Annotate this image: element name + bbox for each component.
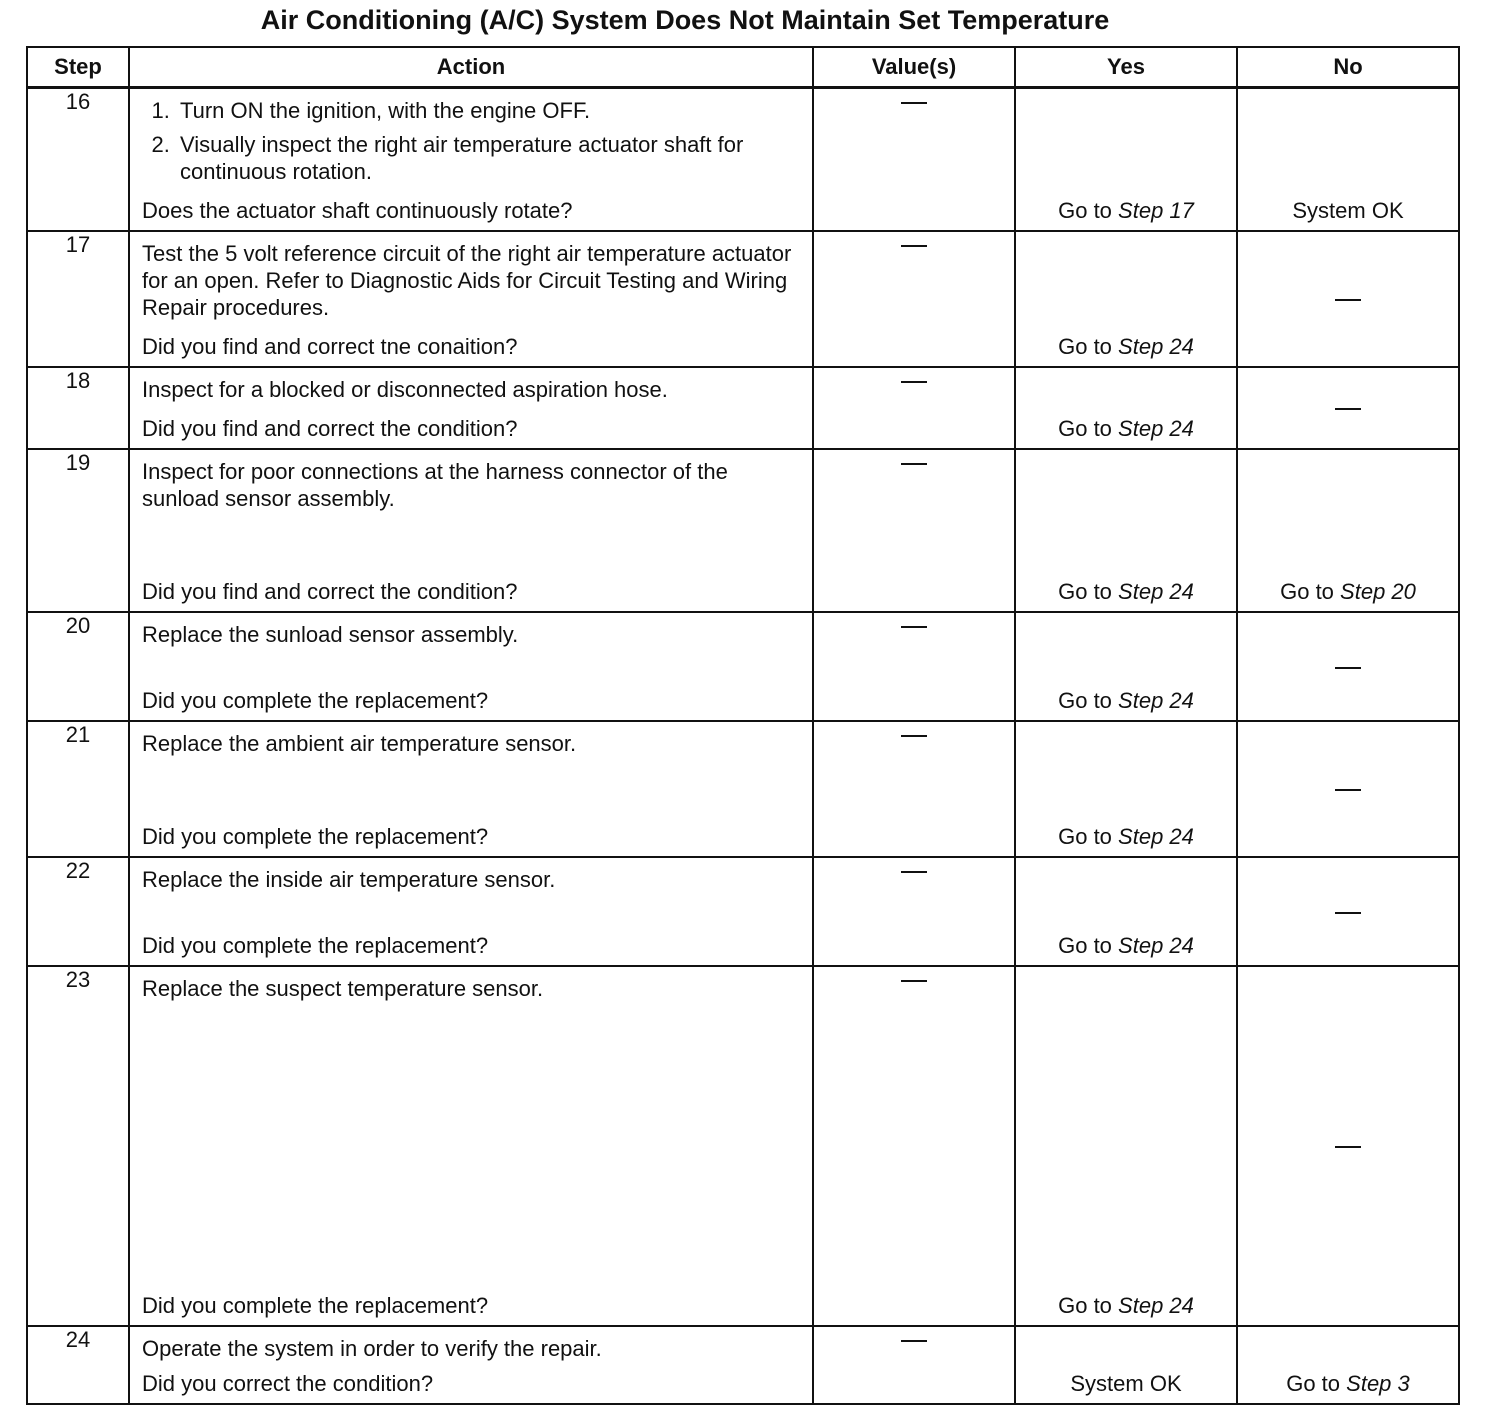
action-steps-list (142, 97, 802, 185)
step-number: 16 (27, 88, 129, 232)
dash-mark (1335, 408, 1361, 410)
yes-cell-link[interactable] (1016, 415, 1236, 442)
action-question: Did you complete the replacement? (142, 933, 489, 958)
goto-prefix: Go to (1058, 579, 1112, 604)
goto-target: Step 24 (1118, 334, 1194, 359)
goto-target: Step 17 (1118, 198, 1194, 223)
action-cell (129, 88, 813, 232)
goto-prefix: Go to (1058, 1293, 1112, 1318)
dash-mark (1335, 1146, 1361, 1148)
no-cell-link[interactable] (1238, 1370, 1458, 1397)
goto-prefix: Go to (1058, 198, 1112, 223)
value-cell (813, 966, 1015, 1326)
action-step-item: 2. Visually inspect the right air temperature actuator shaft for continuous rotation. (176, 131, 802, 185)
goto-prefix: Go to (1280, 579, 1334, 604)
dash-mark (901, 245, 927, 247)
no-cell (1237, 449, 1459, 612)
table-row (27, 231, 1459, 367)
yes-cell-link[interactable] (1016, 823, 1236, 850)
step-number: 17 (27, 231, 129, 367)
yes-cell (1015, 1326, 1237, 1404)
value-cell (813, 612, 1015, 721)
value-cell (813, 857, 1015, 966)
action-text: Replace the sunload sensor assembly. (142, 622, 519, 647)
no-cell-link[interactable] (1238, 578, 1458, 605)
action-question: Did you correct the condition? (142, 1371, 434, 1396)
result-text: System OK (1292, 198, 1404, 223)
action-text: Inspect for poor connections at the harness connector of the sunload sensor assembly. (142, 459, 728, 511)
no-cell-link[interactable] (1238, 197, 1458, 224)
no-cell (1237, 966, 1459, 1326)
header-action: Action (129, 47, 813, 88)
step-number: 24 (27, 1326, 129, 1404)
no-cell (1237, 88, 1459, 232)
header-step: Step (27, 47, 129, 88)
action-instructions (130, 858, 812, 893)
action-question: Did you complete the replacement? (142, 688, 489, 713)
action-question: Does the actuator shaft continuously rotate? (142, 198, 573, 223)
action-text: Replace the suspect temperature sensor. (142, 976, 544, 1001)
action-instructions (130, 722, 812, 757)
goto-prefix: Go to (1058, 334, 1112, 359)
yes-cell (1015, 612, 1237, 721)
action-cell (129, 1326, 813, 1404)
step-number: 20 (27, 612, 129, 721)
action-instructions (130, 613, 812, 648)
table-header-row (27, 47, 1459, 88)
table-row (27, 721, 1459, 857)
dash-mark (901, 871, 927, 873)
action-instructions (130, 450, 812, 512)
action-text: Replace the inside air temperature sensor. (142, 867, 556, 892)
goto-target: Step 24 (1118, 579, 1194, 604)
action-question: Did you find and correct the condition? (142, 416, 518, 441)
no-cell (1237, 231, 1459, 367)
action-instructions (130, 232, 812, 321)
action-text: Inspect for a blocked or disconnected aspiration hose. (142, 377, 668, 402)
goto-prefix: Go to (1058, 824, 1112, 849)
value-cell (813, 231, 1015, 367)
yes-cell-link[interactable] (1016, 1292, 1236, 1319)
goto-prefix: Go to (1286, 1371, 1341, 1396)
no-cell (1237, 612, 1459, 721)
table-row (27, 612, 1459, 721)
dash-mark (901, 735, 927, 737)
dash-mark (1335, 789, 1361, 791)
table-row (27, 88, 1459, 232)
goto-target: Step 24 (1118, 416, 1194, 441)
goto-prefix: Go to (1058, 688, 1112, 713)
table-row (27, 966, 1459, 1326)
yes-cell (1015, 857, 1237, 966)
table-row (27, 367, 1459, 449)
header-value: Value(s) (813, 47, 1015, 88)
goto-prefix: Go to (1058, 416, 1112, 441)
yes-cell (1015, 88, 1237, 232)
goto-target: Step 20 (1340, 579, 1416, 604)
table-row (27, 449, 1459, 612)
dash-mark (1335, 667, 1361, 669)
value-cell (813, 1326, 1015, 1404)
action-instructions (130, 1327, 812, 1362)
table-row (27, 857, 1459, 966)
action-instructions (130, 89, 812, 185)
action-text: Replace the ambient air temperature sensor. (142, 731, 577, 756)
goto-target: Step 24 (1118, 933, 1194, 958)
yes-cell-link[interactable] (1016, 932, 1236, 959)
step-number: 23 (27, 966, 129, 1326)
yes-cell (1015, 966, 1237, 1326)
action-question: Did you complete the replacement? (142, 824, 489, 849)
action-cell (129, 721, 813, 857)
step-number: 21 (27, 721, 129, 857)
result-text: System OK (1070, 1371, 1182, 1396)
action-cell (129, 966, 813, 1326)
action-cell (129, 367, 813, 449)
header-no: No (1237, 47, 1459, 88)
dash-mark (901, 463, 927, 465)
goto-target: Step 24 (1118, 1293, 1194, 1318)
yes-cell-link[interactable] (1016, 197, 1236, 224)
yes-cell-link[interactable] (1016, 687, 1236, 714)
value-cell (813, 449, 1015, 612)
yes-cell-link[interactable] (1016, 578, 1236, 605)
yes-cell (1015, 231, 1237, 367)
action-question: Did you complete the replacement? (142, 1293, 489, 1318)
table-body (27, 88, 1459, 1405)
action-cell (129, 231, 813, 367)
yes-cell-link[interactable] (1016, 1370, 1236, 1397)
dash-mark (1335, 912, 1361, 914)
dash-mark (1335, 299, 1361, 301)
yes-cell-link[interactable] (1016, 333, 1236, 360)
goto-target: Step 24 (1118, 688, 1194, 713)
value-cell (813, 721, 1015, 857)
action-cell (129, 449, 813, 612)
action-instructions (130, 368, 812, 403)
diagnostic-table (26, 46, 1460, 1405)
dash-mark (901, 626, 927, 628)
action-question: Did you find and correct tne conaition? (142, 334, 518, 359)
action-cell (129, 612, 813, 721)
action-cell (129, 857, 813, 966)
yes-cell (1015, 721, 1237, 857)
no-cell (1237, 1326, 1459, 1404)
action-text: Operate the system in order to verify the repair. (142, 1336, 602, 1361)
yes-cell (1015, 449, 1237, 612)
table-row (27, 1326, 1459, 1404)
step-number: 18 (27, 367, 129, 449)
action-step-item: 1. Turn ON the ignition, with the engine OFF. (176, 97, 802, 124)
dash-mark (901, 1340, 927, 1342)
dash-mark (901, 102, 927, 104)
step-number: 19 (27, 449, 129, 612)
value-cell (813, 88, 1015, 232)
step-number: 22 (27, 857, 129, 966)
action-text: Test the 5 volt reference circuit of the right air temperature actuator for an open. Refer to Diagnostic Aids for Circuit Testing and Wiring Repair procedures. (142, 241, 792, 320)
goto-target: Step 3 (1346, 1371, 1410, 1396)
dash-mark (901, 381, 927, 383)
no-cell (1237, 857, 1459, 966)
page-title: Air Conditioning (A/C) System Does Not Maintain Set Temperature (260, 5, 1110, 35)
no-cell (1237, 367, 1459, 449)
value-cell (813, 367, 1015, 449)
goto-target: Step 24 (1118, 824, 1194, 849)
action-question: Did you find and correct the condition? (142, 579, 518, 604)
action-instructions (130, 967, 812, 1002)
no-cell (1237, 721, 1459, 857)
header-yes: Yes (1015, 47, 1237, 88)
yes-cell (1015, 367, 1237, 449)
dash-mark (901, 980, 927, 982)
goto-prefix: Go to (1058, 933, 1112, 958)
